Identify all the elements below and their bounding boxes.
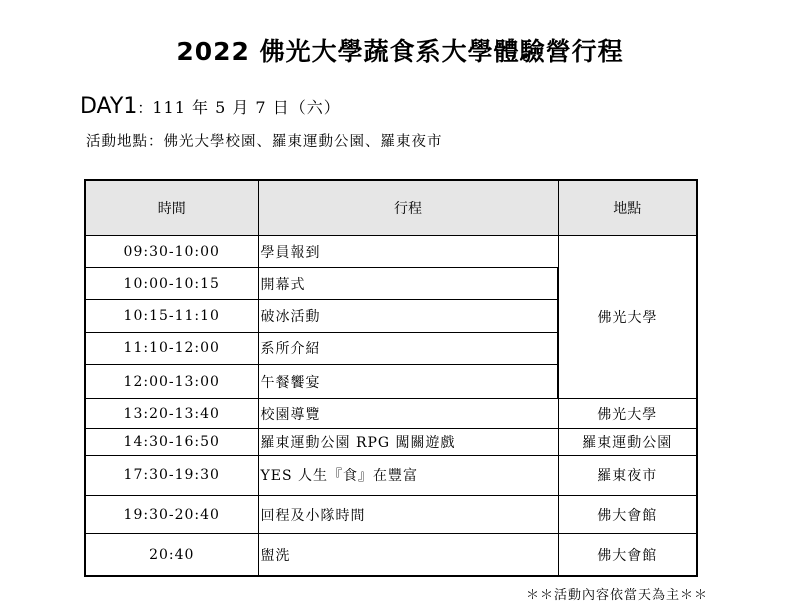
table-header-row bbox=[85, 180, 697, 236]
location-cell: 羅東夜市 bbox=[558, 455, 697, 495]
item-cell: 盥洗 bbox=[258, 534, 558, 576]
schedule-table bbox=[84, 179, 698, 577]
table-row bbox=[85, 236, 697, 268]
table-row bbox=[85, 399, 697, 429]
time-cell: 11:10-12:00 bbox=[85, 332, 258, 364]
time-cell: 19:30-20:40 bbox=[85, 495, 258, 533]
time-cell: 17:30-19:30 bbox=[85, 455, 258, 495]
header-location: 地點 bbox=[558, 180, 697, 236]
item-cell: 破冰活動 bbox=[258, 300, 558, 332]
location-cell: 佛大會館 bbox=[558, 534, 697, 576]
item-cell: YES 人生『食』在豐富 bbox=[258, 455, 558, 495]
day-separator: ： bbox=[137, 99, 153, 117]
table-row bbox=[85, 495, 697, 533]
time-cell: 13:20-13:40 bbox=[85, 399, 258, 429]
item-cell: 午餐饗宴 bbox=[258, 364, 558, 398]
time-cell: 10:00-10:15 bbox=[85, 268, 258, 300]
location-cell-merged: 佛光大學 bbox=[558, 236, 697, 399]
item-cell: 校園導覽 bbox=[258, 399, 558, 429]
time-cell: 10:15-11:10 bbox=[85, 300, 258, 332]
header-item: 行程 bbox=[258, 180, 558, 236]
time-cell: 14:30-16:50 bbox=[85, 429, 258, 455]
item-cell: 開幕式 bbox=[258, 268, 558, 300]
time-cell: 20:40 bbox=[85, 534, 258, 576]
table-row bbox=[85, 534, 697, 576]
location-cell: 佛大會館 bbox=[558, 495, 697, 533]
location-cell: 佛光大學 bbox=[558, 399, 697, 429]
item-cell: 羅東運動公園 RPG 闖關遊戲 bbox=[258, 429, 558, 455]
location-cell: 羅東運動公園 bbox=[558, 429, 697, 455]
item-cell: 系所介紹 bbox=[258, 332, 558, 364]
footnote: ＊＊活動內容依當天為主＊＊ bbox=[525, 588, 708, 603]
time-cell: 09:30-10:00 bbox=[85, 236, 258, 268]
page-title: 2022 佛光大學蔬食系大學體驗營行程 bbox=[176, 37, 624, 66]
table-row bbox=[85, 429, 697, 455]
day-date: 111 年 5 月 7 日（六） bbox=[152, 98, 341, 117]
time-cell: 12:00-13:00 bbox=[85, 364, 258, 398]
header-time: 時間 bbox=[85, 180, 258, 236]
item-cell: 學員報到 bbox=[258, 236, 558, 268]
item-cell: 回程及小隊時間 bbox=[258, 495, 558, 533]
venue-line: 活動地點：佛光大學校園、羅東運動公園、羅東夜市 bbox=[86, 134, 443, 150]
table-row bbox=[85, 455, 697, 495]
day-label: DAY1 bbox=[80, 94, 138, 119]
day-header bbox=[80, 94, 341, 119]
